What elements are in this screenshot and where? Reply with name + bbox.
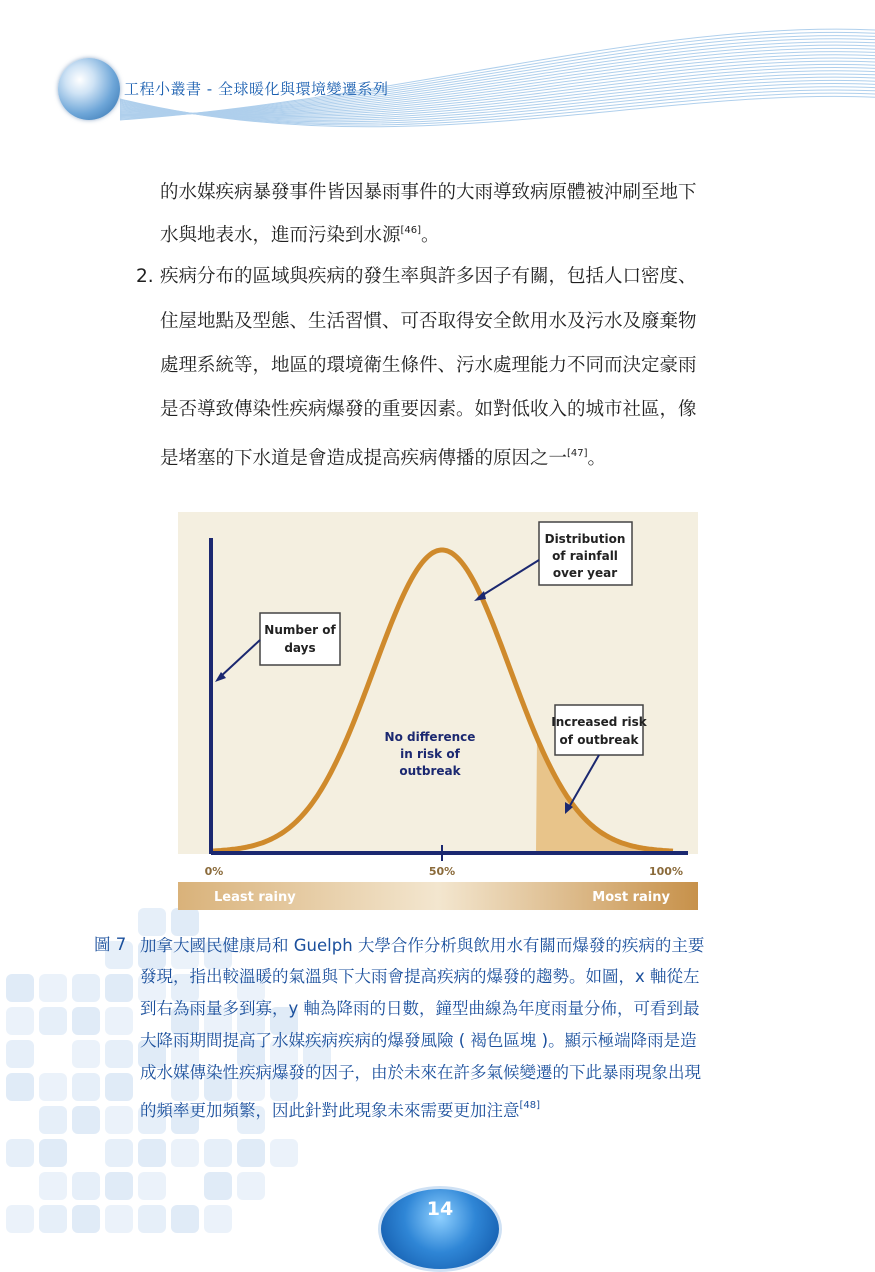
caption-line-6 (140, 1091, 540, 1127)
tick-label-50: 50% (428, 865, 456, 878)
decorative-tile (204, 1205, 232, 1233)
caption-line-2: 發現，指出較溫暖的氣溫與下大雨會提高疾病的爆發的趨勢。如圖，x 軸從左 (140, 967, 700, 986)
decorative-tile (138, 1139, 166, 1167)
header-swoosh-graphic (0, 0, 875, 150)
decorative-tile (72, 1172, 100, 1200)
decorative-tile (6, 1139, 34, 1167)
callout-days-box (260, 613, 340, 665)
decorative-tile (72, 1205, 100, 1233)
paragraph-1-line-1: 的水媒疾病暴發事件皆因暴雨事件的大雨導致病原體被沖刷至地下 (160, 182, 697, 203)
decorative-tile (6, 1205, 34, 1233)
globe-icon (58, 58, 120, 120)
callout-distribution-line-1: Distribution (544, 532, 626, 546)
citation-48: [48] (519, 1100, 541, 1111)
tick-label-100: 100% (649, 865, 683, 878)
caption-line-4: 大降雨期間提高了水媒疾病疾病的爆發風險 ( 褐色區塊 )。顯示極端降雨是造 (140, 1031, 697, 1050)
decorative-tile (72, 974, 100, 1002)
paragraph-2-line-5 (160, 438, 606, 474)
figure-label: 圖 7 (94, 935, 127, 954)
decorative-tile (204, 1139, 232, 1167)
decorative-tile (105, 974, 133, 1002)
decorative-tile (39, 1172, 67, 1200)
caption-line-5: 成水媒傳染性疾病爆發的因子，由於未來在許多氣候變遷的下此暴雨現象出現 (140, 1063, 701, 1082)
paragraph-2-line-3: 處理系統等，地區的環境衛生條件、污水處理能力不同而決定豪雨 (160, 355, 697, 376)
citation-46: [46] (400, 225, 422, 236)
decorative-tile (72, 1007, 100, 1035)
paragraph-2-line-4: 是否導致傳染性疾病爆發的重要因素。如對低收入的城市社區，像 (160, 399, 697, 420)
paragraph-1-end: 。 (421, 225, 440, 246)
tick-label-0: 0% (204, 865, 224, 878)
paragraph-1-line-2 (160, 215, 440, 251)
decorative-tile (105, 1172, 133, 1200)
callout-days-line-1: Number of (264, 623, 336, 637)
paragraph-2-text: 是堵塞的下水道是會造成提高疾病傳播的原因之一 (160, 448, 568, 469)
callout-risk-line-2: of outbreak (559, 733, 639, 747)
callout-risk-box (555, 705, 643, 755)
decorative-tile (204, 1172, 232, 1200)
decorative-tile (270, 1139, 298, 1167)
paragraph-2-line-1: 疾病分布的區域與疾病的發生率與許多因子有關，包括人口密度、 (160, 266, 697, 287)
decorative-tile (237, 1139, 265, 1167)
callout-risk-line-1: Increased risk (551, 715, 647, 729)
decorative-tile (6, 1073, 34, 1101)
decorative-tile (39, 1139, 67, 1167)
decorative-tile (39, 974, 67, 1002)
caption-line-3: 到右為雨量多到寡，y 軸為降雨的日數，鐘型曲線為年度雨量分佈，可看到最 (140, 999, 700, 1018)
center-note-line-2: in risk of (400, 747, 460, 761)
decorative-tile (39, 1106, 67, 1134)
decorative-tile (171, 1205, 199, 1233)
citation-47: [47] (567, 448, 588, 459)
center-note-line-1: No difference (384, 730, 476, 744)
decorative-tile (105, 1106, 133, 1134)
callout-distribution-line-3: over year (552, 566, 618, 580)
caption-line-6-text: 的頻率更加頻繁，因此針對此現象未來需要更加注意 (140, 1101, 520, 1120)
decorative-tile (237, 1172, 265, 1200)
decorative-tile (105, 1205, 133, 1233)
decorative-tile (138, 1205, 166, 1233)
decorative-tile (39, 1205, 67, 1233)
decorative-tile (6, 974, 34, 1002)
paragraph-2-end: 。 (587, 448, 607, 469)
decorative-tile (72, 1040, 100, 1068)
decorative-tile (138, 1172, 166, 1200)
decorative-tile (39, 1073, 67, 1101)
series-title: 工程小叢書 - 全球暖化與環境變遷系列 (124, 80, 389, 98)
bar-label-least-rainy: Least rainy (214, 890, 296, 905)
decorative-tile (105, 1040, 133, 1068)
paragraph-2-line-2: 住屋地點及型態、生活習慣、可否取得安全飲用水及污水及廢棄物 (160, 311, 697, 332)
decorative-tile (6, 1040, 34, 1068)
decorative-tile (6, 1007, 34, 1035)
callout-days-line-2: days (284, 641, 316, 655)
center-note-line-3: outbreak (399, 764, 461, 778)
decorative-tile (171, 1139, 199, 1167)
page-header (0, 0, 875, 150)
page-number: 14 (426, 1198, 454, 1220)
decorative-tile (105, 1007, 133, 1035)
decorative-tile (105, 1139, 133, 1167)
decorative-tile (72, 1106, 100, 1134)
paragraph-1-text: 水與地表水，進而污染到水源 (160, 225, 401, 246)
decorative-tile (105, 1073, 133, 1101)
callout-distribution-line-2: of rainfall (552, 549, 618, 563)
rainfall-figure (178, 512, 698, 910)
decorative-tile (39, 1007, 67, 1035)
caption-line-1: 加拿大國民健康局和 Guelph 大學合作分析與飲用水有關而爆發的疾病的主要 (140, 936, 705, 955)
list-item-number: 2. (136, 266, 154, 287)
bar-label-most-rainy: Most rainy (592, 890, 670, 905)
rainfall-diagram (178, 512, 698, 910)
decorative-tile (72, 1073, 100, 1101)
